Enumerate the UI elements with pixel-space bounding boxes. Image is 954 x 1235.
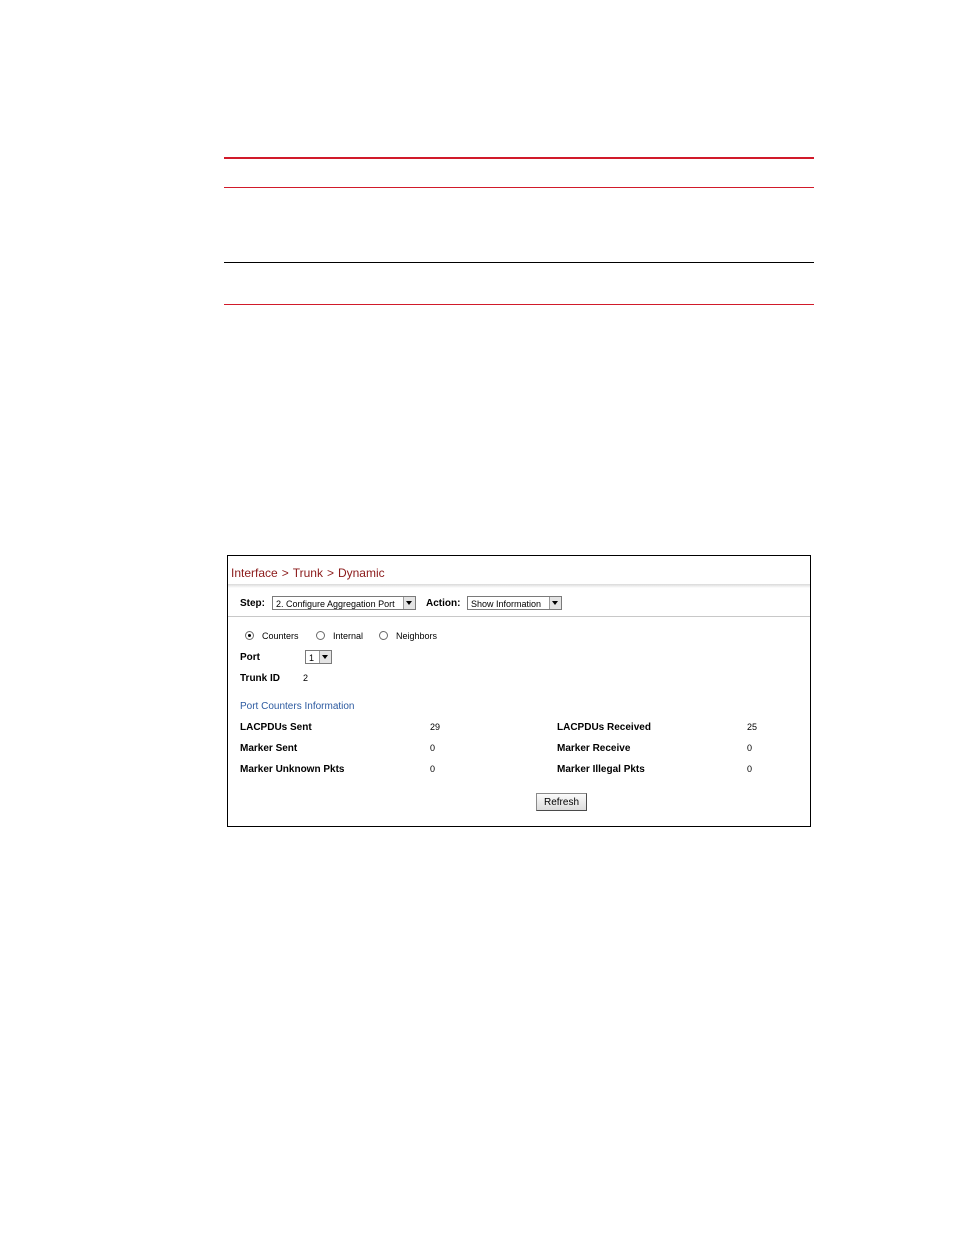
screenshot-panel	[227, 555, 811, 827]
port-select[interactable]	[305, 650, 332, 664]
lacpdus-sent-value: 29	[430, 722, 441, 732]
section-title: Port Counters Information	[240, 701, 355, 712]
radio-unchecked-icon	[379, 631, 388, 640]
trunk-id-label: Trunk ID	[240, 673, 281, 684]
breadcrumb	[231, 566, 385, 580]
radio-checked-icon	[245, 631, 254, 640]
marker-unknown-label: Marker Unknown Pkts	[240, 764, 345, 775]
black-divider	[224, 262, 814, 263]
lacpdus-received-label: LACPDUs Received	[557, 722, 651, 733]
trunk-id-value: 2	[303, 673, 309, 683]
chevron-down-icon	[549, 597, 561, 609]
radio-counters-label: Counters	[262, 631, 299, 641]
step-select[interactable]	[272, 596, 416, 610]
action-select[interactable]	[467, 596, 562, 610]
lacpdus-sent-label: LACPDUs Sent	[240, 722, 312, 733]
breadcrumb-separator: >	[281, 566, 289, 580]
breadcrumb-separator: >	[326, 566, 334, 580]
marker-illegal-value: 0	[747, 764, 753, 774]
radio-unchecked-icon	[316, 631, 325, 640]
port-select-value: 1	[309, 653, 315, 663]
breadcrumb-interface[interactable]: Interface	[231, 566, 278, 580]
breadcrumb-trunk[interactable]: Trunk	[292, 566, 323, 580]
refresh-button[interactable]: Refresh	[536, 793, 587, 811]
marker-sent-value: 0	[430, 743, 436, 753]
action-select-value: Show Information	[471, 599, 542, 609]
radio-internal-label: Internal	[333, 631, 364, 641]
chevron-down-icon	[319, 651, 331, 663]
chevron-down-icon	[403, 597, 415, 609]
red-divider-bottom	[224, 304, 814, 305]
action-label: Action:	[426, 598, 461, 609]
lacpdus-received-value: 25	[747, 722, 758, 732]
step-bar	[228, 587, 810, 617]
marker-illegal-label: Marker Illegal Pkts	[557, 764, 645, 775]
marker-sent-label: Marker Sent	[240, 743, 298, 754]
step-select-value: 2. Configure Aggregation Port	[276, 599, 395, 609]
radio-neighbors-label: Neighbors	[396, 631, 438, 641]
red-divider-top	[224, 157, 814, 159]
red-divider	[224, 187, 814, 188]
marker-receive-value: 0	[747, 743, 753, 753]
port-label: Port	[240, 652, 260, 663]
marker-receive-label: Marker Receive	[557, 743, 631, 754]
breadcrumb-dynamic: Dynamic	[337, 566, 385, 580]
step-label: Step:	[240, 598, 265, 609]
marker-unknown-value: 0	[430, 764, 436, 774]
